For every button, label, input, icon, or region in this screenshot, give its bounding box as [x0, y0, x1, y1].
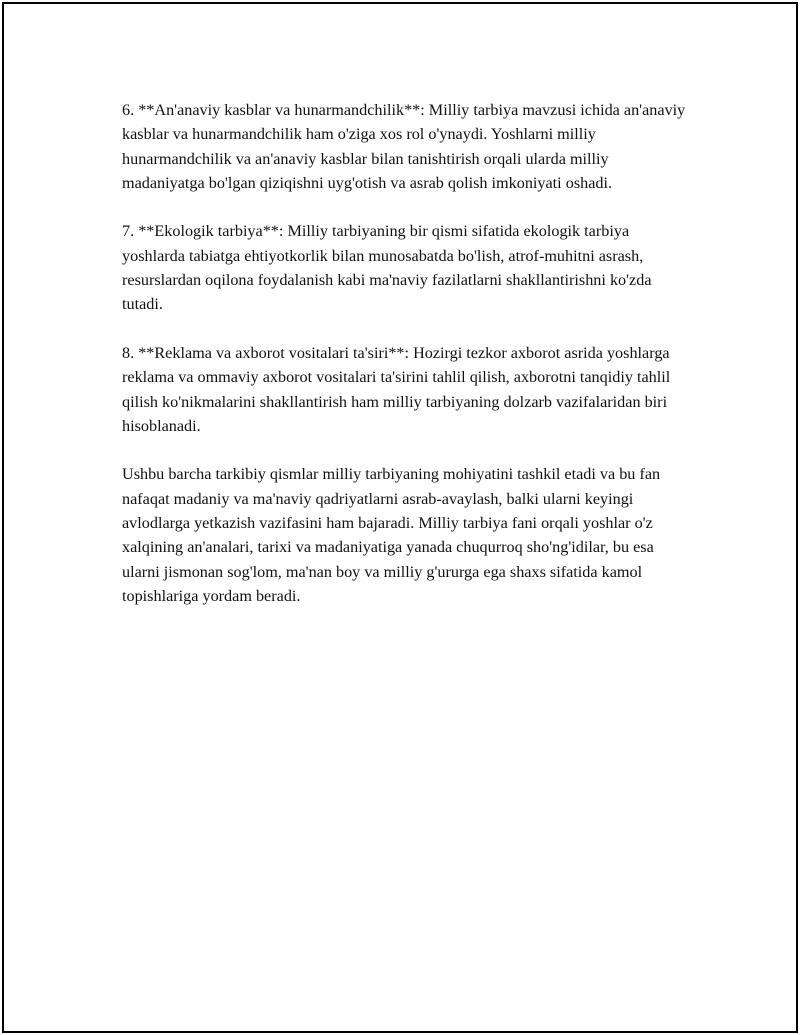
paragraph-8-media-influence: 8. **Reklama va axborot vositalari ta'siri**: Hozirgi tezkor axborot asrida yoshlarga reklama va ommaviy axborot vositalari ta'sirini tahlil qilish, axborotni tanqidiy tahlil qilish ko'nikmalarini shakllantirish ham milliy tarbiyaning dolzarb vazifalaridan biri hisoblanadi.: [122, 343, 671, 435]
paragraph-conclusion: Ushbu barcha tarkibiy qismlar milliy tarbiyaning mohiyatini tashkil etadi va bu fan nafaqat madaniy va ma'naviy qadriyatlarni asrab-avaylash, balki ularni keyingi avlodlarga yetkazish vazifasini ham bajaradi. Milliy tarbiya fani orqali yoshlar o'z xalqining an'analari, tarixi va madaniyatiga yanada chuqurroq sho'ng'idilar, bu esa ularni jismonan sog'lom, ma'nan boy va milliy g'ururga ega shaxs sifatida kamol topishlariga yordam beradi.: [122, 465, 661, 605]
paragraph-7-ecological-education: 7. **Ekologik tarbiya**: Milliy tarbiyaning bir qismi sifatida ekologik tarbiya yoshlarda tabiatga ehtiyotkorlik bilan munosabatda bo'lish, atrof-muhitni asrash, resurslardan oqilona foydalanish kabi ma'naviy fazilatlarni shakllantirishni ko'zda tutadi.: [122, 222, 652, 314]
page-frame: [2, 2, 798, 1033]
page-content: [122, 98, 694, 633]
paragraph-6-traditional-crafts: 6. **An'anaviy kasblar va hunarmandchilik**: Milliy tarbiya mavzusi ichida an'anaviy kasblar va hunarmandchilik ham o'ziga xos rol o'ynaydi. Yoshlarni milliy hunarmandchilik va an'anaviy kasblar bilan tanishtirish orqali ularda milliy madaniyatga bo'lgan qiziqishni uyg'otish va asrab qolish imkoniyati oshadi.: [122, 101, 686, 192]
